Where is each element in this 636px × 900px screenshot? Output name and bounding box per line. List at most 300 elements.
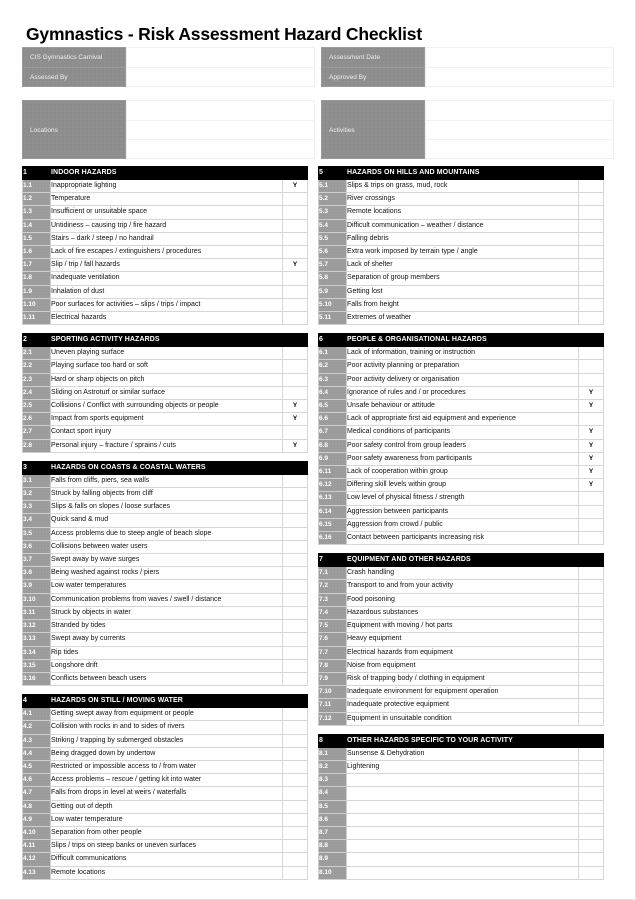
table-row[interactable]: [23, 413, 308, 426]
hazard-row-flag[interactable]: Y: [283, 259, 308, 272]
hazard-row-id: 8.9: [319, 853, 347, 866]
hazard-row-flag[interactable]: [579, 505, 604, 518]
hazard-row-flag[interactable]: [283, 606, 308, 619]
hazard-row-flag[interactable]: [283, 246, 308, 259]
hazard-section-number: 7: [319, 554, 347, 567]
table-row[interactable]: [23, 219, 308, 232]
table-row[interactable]: [319, 800, 604, 813]
hazard-row-flag[interactable]: [283, 312, 308, 325]
hazard-row-flag[interactable]: [579, 620, 604, 633]
table-row[interactable]: [319, 439, 604, 452]
hazard-row-text: Conflicts between beach users: [51, 672, 283, 685]
table-row[interactable]: [319, 312, 604, 325]
table-row[interactable]: [319, 518, 604, 531]
hazard-row-id: 6.12: [319, 479, 347, 492]
activities-line[interactable]: [425, 139, 614, 159]
table-row[interactable]: [23, 285, 308, 298]
table-row[interactable]: [319, 813, 604, 826]
table-row[interactable]: [23, 646, 308, 659]
hazard-row-text: Collision with rocks in and to sides of rivers: [51, 721, 283, 734]
hazard-row-flag[interactable]: [579, 866, 604, 879]
hazard-row-flag[interactable]: [283, 747, 308, 760]
hazard-row-flag[interactable]: [579, 672, 604, 685]
table-row[interactable]: [319, 492, 604, 505]
hazard-row-text: Electrical hazards from equipment: [347, 646, 579, 659]
header-field-approved-by: [321, 67, 614, 87]
hazard-row-text: Aggression from crowd / public: [347, 518, 579, 531]
header-field-input[interactable]: [425, 67, 614, 87]
hazard-row-text: [347, 840, 579, 853]
hazard-row-id: 2.5: [23, 400, 51, 413]
table-row[interactable]: [319, 606, 604, 619]
hazard-row-id: 7.6: [319, 633, 347, 646]
hazard-row-flag[interactable]: [579, 606, 604, 619]
hazard-row-flag[interactable]: [579, 567, 604, 580]
table-row[interactable]: [319, 699, 604, 712]
hazard-row-text: Poor safety awareness from participants: [347, 452, 579, 465]
activities-line[interactable]: [425, 120, 614, 140]
hazard-row-flag[interactable]: [283, 800, 308, 813]
hazard-row-flag[interactable]: [283, 813, 308, 826]
header-field-input[interactable]: [126, 47, 315, 67]
table-row[interactable]: [319, 505, 604, 518]
hazard-row-flag[interactable]: [579, 232, 604, 245]
hazard-row-id: 3.7: [23, 554, 51, 567]
hazard-row-flag[interactable]: [579, 747, 604, 760]
table-row[interactable]: [23, 259, 308, 272]
hazard-row-flag[interactable]: [283, 501, 308, 514]
hazard-row-flag[interactable]: [283, 219, 308, 232]
hazard-row-flag[interactable]: [579, 193, 604, 206]
table-row[interactable]: [23, 439, 308, 452]
hazard-row-text: Swept away by wave surges: [51, 554, 283, 567]
table-row[interactable]: [23, 659, 308, 672]
hazard-row-flag[interactable]: [283, 853, 308, 866]
hazard-row-flag[interactable]: [579, 800, 604, 813]
table-row[interactable]: [23, 760, 308, 773]
locations-line[interactable]: [126, 139, 315, 159]
hazard-row-text: Separation of group members: [347, 272, 579, 285]
table-row[interactable]: [23, 554, 308, 567]
hazard-row-text: Extra work imposed by terrain type / angle: [347, 246, 579, 259]
hazard-row-flag[interactable]: [283, 426, 308, 439]
hazard-row-id: 6.13: [319, 492, 347, 505]
hazard-row-id: 7.4: [319, 606, 347, 619]
hazard-row-flag[interactable]: [579, 298, 604, 311]
table-row[interactable]: [319, 259, 604, 272]
table-row[interactable]: [23, 734, 308, 747]
hazard-section-title: HAZARDS ON COASTS & COASTAL WATERS: [51, 461, 283, 474]
hazard-row-flag[interactable]: [579, 259, 604, 272]
hazard-row-flag[interactable]: [579, 840, 604, 853]
hazard-row-flag[interactable]: [283, 721, 308, 734]
hazard-row-flag[interactable]: [579, 659, 604, 672]
hazard-row-id: 7.3: [319, 593, 347, 606]
hazard-row-flag[interactable]: [283, 826, 308, 839]
header-field-input[interactable]: [126, 67, 315, 87]
hazard-row-flag[interactable]: Y: [283, 400, 308, 413]
table-row[interactable]: [319, 866, 604, 879]
table-row[interactable]: [23, 774, 308, 787]
table-row[interactable]: [23, 272, 308, 285]
hazard-row-text: Getting lost: [347, 285, 579, 298]
hazard-row-flag[interactable]: [283, 232, 308, 245]
table-row[interactable]: [319, 774, 604, 787]
table-row[interactable]: [319, 452, 604, 465]
hazard-row-flag[interactable]: Y: [579, 439, 604, 452]
hazard-row-flag[interactable]: Y: [283, 413, 308, 426]
hazard-row-flag[interactable]: [579, 686, 604, 699]
hazard-row-flag[interactable]: [579, 360, 604, 373]
hazard-row-id: 4.4: [23, 747, 51, 760]
hazard-row-flag[interactable]: Y: [579, 400, 604, 413]
table-row[interactable]: [23, 193, 308, 206]
hazard-row-id: 3.12: [23, 620, 51, 633]
table-row[interactable]: [319, 360, 604, 373]
hazard-row-id: 6.15: [319, 518, 347, 531]
hazard-row-id: 8.1: [319, 747, 347, 760]
hazard-row-flag[interactable]: [579, 853, 604, 866]
table-row[interactable]: [23, 347, 308, 360]
table-row[interactable]: [319, 787, 604, 800]
hazard-row-flag[interactable]: [283, 620, 308, 633]
checklist-columns: [22, 166, 614, 888]
table-row[interactable]: [319, 285, 604, 298]
hazard-row-flag[interactable]: [579, 492, 604, 505]
table-row[interactable]: [319, 633, 604, 646]
table-row[interactable]: [319, 672, 604, 685]
hazard-row-flag[interactable]: [579, 312, 604, 325]
hazard-row-id: 2.6: [23, 413, 51, 426]
hazard-row-text: Hard or sharp objects on pitch: [51, 373, 283, 386]
hazard-row-flag[interactable]: Y: [579, 452, 604, 465]
hazard-row-flag[interactable]: [579, 518, 604, 531]
table-row[interactable]: [319, 826, 604, 839]
hazard-row-flag[interactable]: Y: [283, 439, 308, 452]
table-row[interactable]: [319, 347, 604, 360]
table-row[interactable]: [319, 272, 604, 285]
hazard-row-flag[interactable]: [579, 633, 604, 646]
hazard-row-text: Restricted or impossible access to / from water: [51, 760, 283, 773]
hazard-row-id: 5.8: [319, 272, 347, 285]
locations-line[interactable]: [126, 100, 315, 120]
hazard-section-title: INDOOR HAZARDS: [51, 167, 283, 180]
hazard-row-flag[interactable]: [283, 347, 308, 360]
hazard-section-title: OTHER HAZARDS SPECIFIC TO YOUR ACTIVITY: [347, 734, 579, 747]
hazard-row-flag[interactable]: [283, 633, 308, 646]
hazard-row-text: Access problems – rescue / getting kit into water: [51, 774, 283, 787]
hazard-row-text: Striking / trapping by submerged obstacles: [51, 734, 283, 747]
hazard-row-id: 7.2: [319, 580, 347, 593]
hazard-section: [318, 553, 604, 725]
hazard-row-text: [347, 853, 579, 866]
hazard-row-flag[interactable]: [283, 474, 308, 487]
hazard-row-text: Inadequate ventilation: [51, 272, 283, 285]
hazard-row-text: Being washed against rocks / piers: [51, 567, 283, 580]
table-row[interactable]: [23, 620, 308, 633]
table-row[interactable]: [23, 312, 308, 325]
activities-line[interactable]: [425, 100, 614, 120]
table-row[interactable]: [23, 800, 308, 813]
table-row[interactable]: [319, 747, 604, 760]
hazard-section-number: 6: [319, 334, 347, 347]
hazard-row-flag[interactable]: [283, 298, 308, 311]
hazard-row-flag[interactable]: [283, 774, 308, 787]
table-row[interactable]: [23, 206, 308, 219]
hazard-row-id: 3.1: [23, 474, 51, 487]
hazard-row-id: 8.2: [319, 760, 347, 773]
table-row[interactable]: [23, 232, 308, 245]
hazard-row-text: Poor surfaces for activities – slips / trips / impact: [51, 298, 283, 311]
hazard-row-text: Stairs – dark / steep / no handrail: [51, 232, 283, 245]
table-row[interactable]: [23, 373, 308, 386]
hazard-row-id: 6.8: [319, 439, 347, 452]
table-row[interactable]: [23, 540, 308, 553]
locations-line[interactable]: [126, 120, 315, 140]
hazard-row-flag[interactable]: [579, 580, 604, 593]
hazard-row-id: 3.13: [23, 633, 51, 646]
hazard-row-text: Struck by falling objects from cliff: [51, 488, 283, 501]
activities-block: [321, 100, 614, 159]
hazard-row-flag[interactable]: [283, 840, 308, 853]
hazard-row-text: Inadequate protective equipment: [347, 699, 579, 712]
hazard-row-id: 2.3: [23, 373, 51, 386]
table-row[interactable]: [319, 580, 604, 593]
table-row[interactable]: [23, 426, 308, 439]
hazard-row-id: 3.5: [23, 527, 51, 540]
table-row[interactable]: [23, 866, 308, 879]
hazard-row-id: 7.11: [319, 699, 347, 712]
hazard-row-flag[interactable]: [579, 712, 604, 725]
table-row[interactable]: [319, 400, 604, 413]
table-row[interactable]: [319, 246, 604, 259]
hazard-row-flag[interactable]: [283, 659, 308, 672]
table-row[interactable]: [23, 593, 308, 606]
table-row[interactable]: [319, 206, 604, 219]
table-row[interactable]: [319, 219, 604, 232]
hazard-row-flag[interactable]: [579, 180, 604, 193]
hazard-row-flag[interactable]: [579, 285, 604, 298]
table-row[interactable]: [319, 193, 604, 206]
table-row[interactable]: [23, 180, 308, 193]
hazard-row-flag[interactable]: [579, 774, 604, 787]
hazard-row-flag[interactable]: [283, 580, 308, 593]
table-row[interactable]: [23, 606, 308, 619]
table-row[interactable]: [319, 532, 604, 545]
hazard-row-text: Slips & falls on slopes / loose surfaces: [51, 501, 283, 514]
table-row[interactable]: [23, 853, 308, 866]
hazard-table: [22, 461, 308, 686]
table-row[interactable]: [319, 840, 604, 853]
table-row[interactable]: [23, 633, 308, 646]
hazard-row-flag[interactable]: Y: [579, 386, 604, 399]
header-field-input[interactable]: [425, 47, 614, 67]
table-row[interactable]: [23, 514, 308, 527]
table-row[interactable]: [319, 466, 604, 479]
table-row[interactable]: [23, 747, 308, 760]
hazard-row-flag[interactable]: [579, 646, 604, 659]
table-row[interactable]: [23, 826, 308, 839]
table-row[interactable]: [23, 708, 308, 721]
hazard-row-flag[interactable]: [283, 567, 308, 580]
hazard-row-flag[interactable]: [283, 360, 308, 373]
hazard-row-flag[interactable]: [579, 413, 604, 426]
hazard-row-text: Equipment with moving / hot parts: [347, 620, 579, 633]
hazard-section-title: EQUIPMENT AND OTHER HAZARDS: [347, 554, 579, 567]
hazard-section-number: 8: [319, 734, 347, 747]
hazard-row-flag[interactable]: [579, 272, 604, 285]
page-title: Gymnastics - Risk Assessment Hazard Checklist: [26, 24, 422, 44]
table-row[interactable]: [23, 246, 308, 259]
hazard-flag-header: [579, 554, 604, 567]
hazard-row-text: Inhalation of dust: [51, 285, 283, 298]
table-row[interactable]: [319, 659, 604, 672]
hazard-row-text: Electrical hazards: [51, 312, 283, 325]
hazard-row-id: 1.2: [23, 193, 51, 206]
table-row[interactable]: [23, 474, 308, 487]
hazard-row-flag[interactable]: [283, 272, 308, 285]
hazard-row-flag[interactable]: [283, 760, 308, 773]
hazard-row-flag[interactable]: [579, 206, 604, 219]
table-row[interactable]: [23, 567, 308, 580]
hazard-row-id: 6.7: [319, 426, 347, 439]
hazard-row-id: 6.9: [319, 452, 347, 465]
hazard-row-flag[interactable]: [283, 708, 308, 721]
hazard-row-flag[interactable]: [579, 787, 604, 800]
table-row[interactable]: [319, 760, 604, 773]
table-row[interactable]: [23, 298, 308, 311]
table-row[interactable]: [319, 373, 604, 386]
hazard-section: [318, 734, 604, 880]
hazard-row-flag[interactable]: [579, 373, 604, 386]
table-row[interactable]: [23, 813, 308, 826]
hazard-row-text: Insufficient or unsuitable space: [51, 206, 283, 219]
hazard-row-text: [347, 813, 579, 826]
hazard-row-flag[interactable]: [283, 527, 308, 540]
hazard-row-flag[interactable]: [283, 787, 308, 800]
header-field-label: Approved By: [321, 67, 425, 87]
hazard-row-flag[interactable]: [283, 206, 308, 219]
table-row[interactable]: [23, 787, 308, 800]
hazard-row-id: 1.6: [23, 246, 51, 259]
hazard-row-flag[interactable]: [579, 246, 604, 259]
hazard-row-id: 4.13: [23, 866, 51, 879]
hazard-row-flag[interactable]: [283, 593, 308, 606]
hazard-row-flag[interactable]: Y: [579, 466, 604, 479]
table-row[interactable]: [319, 712, 604, 725]
table-row[interactable]: [23, 501, 308, 514]
hazard-row-id: 5.5: [319, 232, 347, 245]
table-row[interactable]: [319, 180, 604, 193]
hazard-row-flag[interactable]: [283, 554, 308, 567]
hazard-row-text: Personal injury – fracture / sprains / cuts: [51, 439, 283, 452]
table-row[interactable]: [23, 580, 308, 593]
hazard-row-flag[interactable]: Y: [579, 426, 604, 439]
hazard-row-id: 5.9: [319, 285, 347, 298]
hazard-row-flag[interactable]: [283, 285, 308, 298]
table-row[interactable]: [319, 646, 604, 659]
hazard-row-flag[interactable]: [283, 514, 308, 527]
table-row[interactable]: [319, 298, 604, 311]
table-row[interactable]: [319, 593, 604, 606]
hazard-flag-header: [283, 334, 308, 347]
hazard-row-flag[interactable]: [579, 347, 604, 360]
hazard-row-text: Getting swept away from equipment or people: [51, 708, 283, 721]
table-row[interactable]: [23, 386, 308, 399]
hazard-row-flag[interactable]: Y: [579, 479, 604, 492]
hazard-row-id: 6.3: [319, 373, 347, 386]
hazard-row-text: Rip tides: [51, 646, 283, 659]
hazard-row-flag[interactable]: [283, 866, 308, 879]
hazard-section-header: [23, 167, 308, 180]
hazard-row-id: 7.5: [319, 620, 347, 633]
table-row[interactable]: [319, 853, 604, 866]
hazard-row-flag[interactable]: [283, 386, 308, 399]
hazard-row-flag[interactable]: [283, 540, 308, 553]
hazard-row-flag[interactable]: [579, 813, 604, 826]
hazard-row-id: 3.4: [23, 514, 51, 527]
hazard-row-text: Collisions / Conflict with surrounding objects or people: [51, 400, 283, 413]
table-row[interactable]: [319, 426, 604, 439]
hazard-row-flag[interactable]: [283, 672, 308, 685]
hazard-row-flag[interactable]: [283, 734, 308, 747]
hazard-row-text: Noise from equipment: [347, 659, 579, 672]
table-row[interactable]: [319, 686, 604, 699]
hazard-row-flag[interactable]: [283, 373, 308, 386]
locations-lines: [126, 100, 315, 159]
table-row[interactable]: [319, 232, 604, 245]
table-row[interactable]: [23, 721, 308, 734]
table-row[interactable]: [23, 672, 308, 685]
table-row[interactable]: [319, 479, 604, 492]
table-row[interactable]: [319, 567, 604, 580]
table-row[interactable]: [23, 840, 308, 853]
table-row[interactable]: [319, 413, 604, 426]
hazard-section-title: HAZARDS ON STILL / MOVING WATER: [51, 695, 283, 708]
hazard-row-text: Unsafe behaviour or attitude: [347, 400, 579, 413]
table-row[interactable]: [23, 400, 308, 413]
table-row[interactable]: [23, 527, 308, 540]
hazard-row-id: 1.10: [23, 298, 51, 311]
hazard-row-flag[interactable]: [579, 532, 604, 545]
table-row[interactable]: [23, 360, 308, 373]
table-row[interactable]: [23, 488, 308, 501]
hazard-row-flag[interactable]: [579, 826, 604, 839]
hazard-row-flag[interactable]: [579, 593, 604, 606]
hazard-row-text: Aggression between participants: [347, 505, 579, 518]
hazard-section-number: 3: [23, 461, 51, 474]
hazard-row-text: Inappropriate lighting: [51, 180, 283, 193]
hazard-row-id: 4.9: [23, 813, 51, 826]
hazard-row-flag[interactable]: [283, 646, 308, 659]
hazard-row-flag[interactable]: [579, 760, 604, 773]
hazard-row-text: Getting out of depth: [51, 800, 283, 813]
hazard-row-flag[interactable]: Y: [283, 180, 308, 193]
hazard-row-text: Heavy equipment: [347, 633, 579, 646]
hazard-flag-header: [579, 734, 604, 747]
hazard-row-text: Struck by objects in water: [51, 606, 283, 619]
hazard-row-flag[interactable]: [579, 219, 604, 232]
hazard-row-flag[interactable]: [283, 488, 308, 501]
table-row[interactable]: [319, 620, 604, 633]
hazard-table: [318, 553, 604, 725]
table-row[interactable]: [319, 386, 604, 399]
hazard-row-text: [347, 787, 579, 800]
hazard-row-text: Poor activity planning or preparation: [347, 360, 579, 373]
hazard-row-flag[interactable]: [283, 193, 308, 206]
hazard-row-flag[interactable]: [579, 699, 604, 712]
hazard-section-header: [319, 554, 604, 567]
